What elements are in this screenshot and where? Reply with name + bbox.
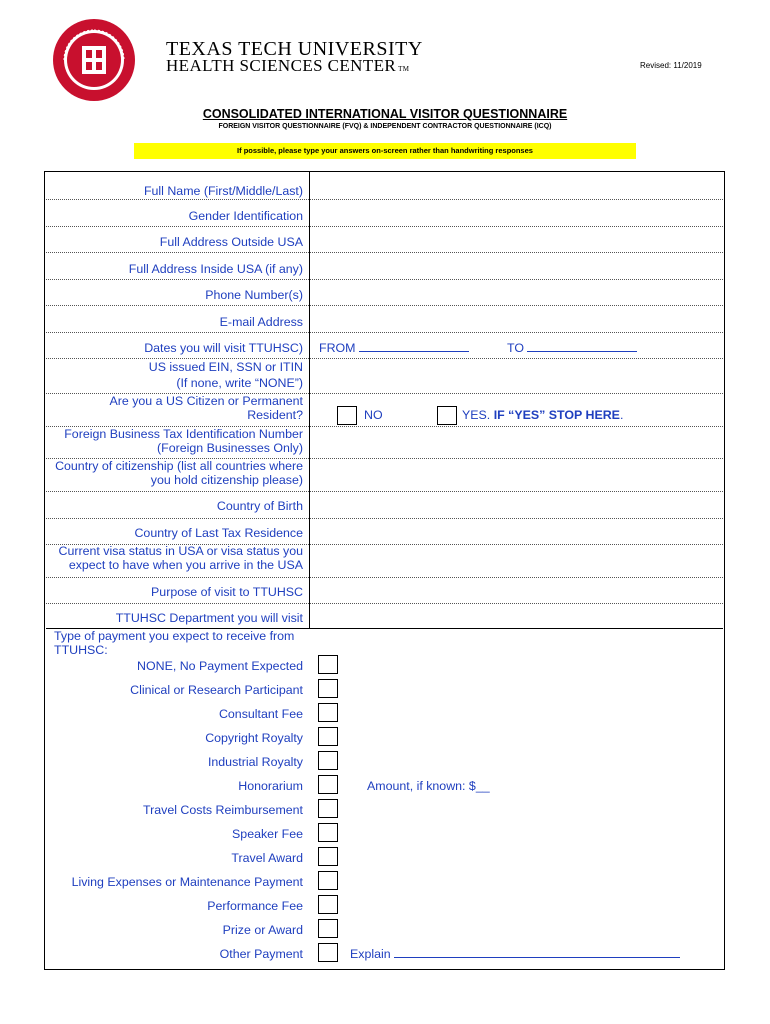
dates-to: TO: [507, 341, 637, 356]
amount-known: Amount, if known: $__: [367, 779, 490, 793]
form-title: CONSOLIDATED INTERNATIONAL VISITOR QUESTIONNAIRE: [202, 107, 568, 121]
typing-notice: If possible, please type your answers on-screen rather than handwriting responses: [134, 143, 636, 159]
visit-dates-label: Dates you will visit TTUHSC): [144, 341, 303, 355]
dates-to-field[interactable]: [527, 341, 637, 352]
revised-date: Revised: 11/2019: [640, 61, 702, 70]
payment-option-checkbox[interactable]: [318, 943, 338, 962]
citizen-no-label: NO: [364, 408, 383, 422]
explain: Explain: [350, 947, 680, 962]
dates-from-field[interactable]: [359, 341, 469, 352]
ftin-label-line2: (Foreign Businesses Only): [157, 441, 303, 455]
row-divider: [46, 279, 723, 280]
university-name-line1: TEXAS TECH UNIVERSITY: [166, 38, 423, 60]
purpose-label: Purpose of visit to TTUHSC: [151, 585, 303, 599]
row-divider: [46, 199, 723, 200]
payment-option-checkbox[interactable]: [318, 727, 338, 746]
payment-option-checkbox[interactable]: [318, 679, 338, 698]
payment-option-checkbox[interactable]: [318, 871, 338, 890]
birth-country-label: Country of Birth: [216, 499, 303, 513]
payment-option: Consultant Fee: [218, 707, 303, 721]
payment-option-checkbox[interactable]: [318, 703, 338, 722]
payment-option: Copyright Royalty: [205, 731, 303, 745]
column-divider: [309, 172, 310, 628]
address-outside-label: Full Address Outside USA: [159, 235, 303, 249]
full-name-label: Full Name (First/Middle/Last): [143, 184, 303, 198]
address-inside-label: Full Address Inside USA (if any): [128, 262, 303, 276]
payment-option-checkbox[interactable]: [318, 751, 338, 770]
email-label: E-mail Address: [219, 315, 303, 329]
citizen-no-checkbox[interactable]: [337, 406, 357, 425]
payment-option: Honorarium: [238, 779, 303, 793]
citizenship-label-line1: Country of citizenship (list all countries where: [55, 459, 303, 473]
ein-label-line1: US issued EIN, SSN or ITIN: [148, 360, 303, 374]
row-divider: [46, 305, 723, 306]
payment-option: Travel Costs Reimbursement: [143, 803, 303, 817]
visa-label-line1: Current visa status in USA or visa status you: [58, 544, 303, 558]
citizen-label-line1: Are you a US Citizen or Permanent: [109, 394, 303, 408]
payment-option-checkbox[interactable]: [318, 847, 338, 866]
payment-option-checkbox[interactable]: [318, 823, 338, 842]
payment-option: Living Expenses or Maintenance Payment: [71, 875, 303, 889]
payment-option-checkbox[interactable]: [318, 919, 338, 938]
payment-option: Performance Fee: [207, 899, 303, 913]
payment-option: Other Payment: [219, 947, 303, 961]
row-divider: [46, 518, 723, 519]
row-divider: [46, 226, 723, 227]
ftin-label-line1: Foreign Business Tax Identification Number: [64, 427, 303, 441]
row-divider: [46, 603, 723, 604]
row-divider: [46, 491, 723, 492]
form-subtitle: FOREIGN VISITOR QUESTIONNAIRE (FVQ) & INDEPENDENT CONTRACTOR QUESTIONNAIRE (ICQ): [218, 123, 552, 130]
questionnaire-form: [44, 171, 725, 970]
phone-label: Phone Number(s): [205, 288, 303, 302]
ein-label-line2: (If none, write “NONE”): [176, 376, 303, 390]
payment-option: NONE, No Payment Expected: [137, 659, 303, 673]
payment-option-checkbox[interactable]: [318, 895, 338, 914]
payment-option-checkbox[interactable]: [318, 799, 338, 818]
citizen-yes-checkbox[interactable]: [437, 406, 457, 425]
payment-option: Travel Award: [231, 851, 303, 865]
citizen-label-line2: Resident?: [247, 408, 303, 422]
row-divider: [46, 252, 723, 253]
payment-header-line2: TTUHSC:: [54, 643, 108, 657]
university-name-line2: HEALTH SCIENCES CENTER TM: [166, 56, 410, 75]
university-seal-logo: [52, 18, 136, 102]
department-label: TTUHSC Department you will visit: [115, 611, 303, 625]
payment-option-checkbox[interactable]: [318, 775, 338, 794]
row-divider: [46, 358, 723, 359]
payment-option: Prize or Award: [222, 923, 303, 937]
dates-from: FROM: [319, 341, 469, 356]
gender-label: Gender Identification: [188, 209, 303, 223]
payment-header-line1: Type of payment you expect to receive from: [54, 629, 295, 643]
row-divider: [46, 577, 723, 578]
tax-residence-label: Country of Last Tax Residence: [134, 526, 303, 540]
explain-field[interactable]: [394, 947, 680, 958]
visa-label-line2: expect to have when you arrive in the USA: [68, 558, 303, 572]
payment-option: Industrial Royalty: [207, 755, 303, 769]
citizen-yes-label: YES. IF “YES” STOP HERE.: [462, 408, 624, 422]
citizenship-label-line2: you hold citizenship please): [150, 473, 303, 487]
payment-option: Speaker Fee: [232, 827, 303, 841]
payment-option: Clinical or Research Participant: [130, 683, 303, 697]
payment-option-checkbox[interactable]: [318, 655, 338, 674]
row-divider: [46, 332, 723, 333]
